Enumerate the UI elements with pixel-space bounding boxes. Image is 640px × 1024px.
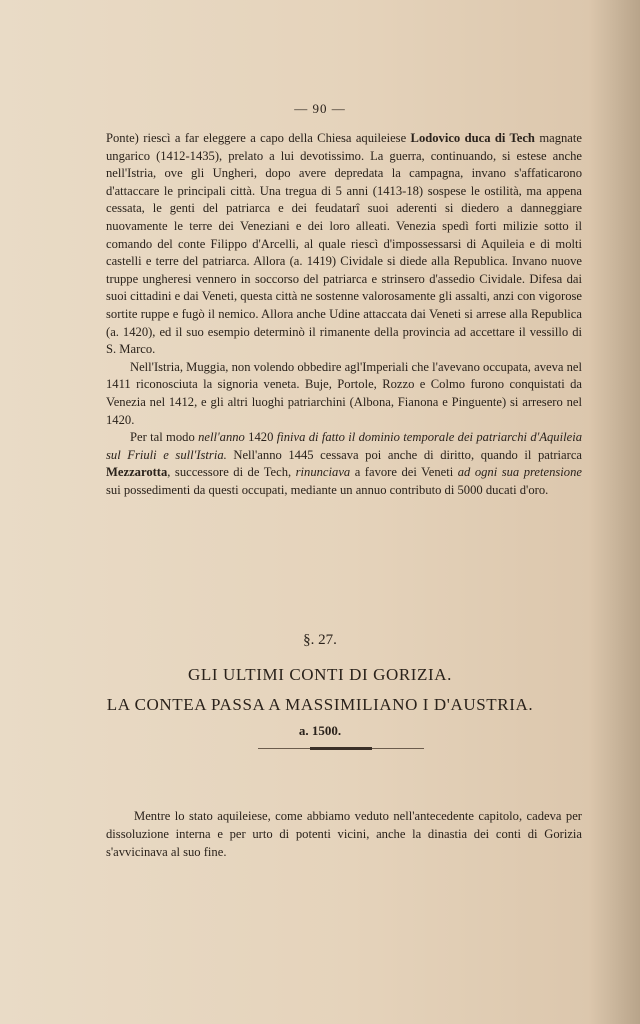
body-text [106,130,582,499]
text-run: a favore dei Veneti [350,465,458,480]
section-title-line-2: LA CONTEA PASSA A MASSIMILIANO I D'AUSTRIA. [106,695,534,714]
divider-ornament [310,747,372,750]
section-intro [106,807,582,861]
text-run: Per tal modo [130,430,199,445]
section-number: §. 27. [303,632,337,648]
text-run: , successore di de Tech, [167,465,296,480]
italic-phrase: finiva di fatto il dominio temporale dei patriarchi d'Aquileia sul Friuli e sull'Istria. [106,430,582,462]
page-number: — 90 — [294,101,346,116]
section-title-line-1: GLI ULTIMI CONTI DI GORIZIA. [187,665,453,684]
text-run: 1420 [244,430,277,445]
text-run: Ponte) riescì a far eleggere a capo della Chiesa aquileiese [106,131,411,145]
text-run: Nell'Istria, Muggia, non volendo obbedire agl'Imperiali che l'avevano occupata, aveva nel 1411 riconosciuta la signoria veneta. Buje, Portole, Rozzo e Colmo furono conquistati da Venezia nel 1412, e gli altri luoghi patriarchini (Albona, Fianona e Pinguente) si arresero nel 1420. [106,359,582,427]
bold-name: Lodovico duca di Tech [410,131,535,145]
paragraph-2 [106,359,582,429]
paragraph-3 [106,429,582,499]
section-year: a. 1500. [298,723,342,738]
italic-phrase: nell'anno [198,430,245,445]
text-run: sui possedimenti da questi occupati, mediante un annuo contributo di 5000 ducati d'oro. [106,482,549,497]
intro-paragraph: Mentre lo stato aquileiese, come abbiamo veduto nell'antecedente capitolo, cadeva per dissoluzione interna e per urto di potenti vicini, anche la dinastia dei conti di Gorizia s'avvicinava al suo fine. [106,809,582,859]
italic-phrase: ad ogni sua pretensione [457,465,582,480]
text-run: magnate ungarico (1412-1435), prelato a lui devotissimo. La guerra, continuando, si estese anche nell'Istria, ove gli Ungheri, dopo avere depredata la campagna, invano s'affaticarono d'attaccare le principali città. Una tregua di 5 anni (1413-18) sospese le ostilità, ma appena cessata, le genti del patriarca e dei feudatarî suoi aderenti si diedero a danneggiare nuovamente le terre dei Veneziani e dei loro alleati. Venezia spedì forti milizie sotto il comando del conte Filippo d'Arcelli, al quale riescì d'impossessarsi di Aquileia e di molti castelli e terre del patriarca. Allora (a. 1419) Cividale si diede alla Republica. Invano nuove truppe ungheresi vennero in soccorso del patriarca e strinsero d'assedio Cividale. Difesa dai suoi cittadini e dai Veneti, questa città ne sostenne valorosamente gli assalti, anzi con vigorose sortite ruppe e fugò il nemico. Allora anche Udine attaccata dai Veneti si arrese alla Republica (a. 1420), ed il suo esempio determinò il rimanente della provincia ad accettare il vessillo di S. Marco. [106,131,582,357]
text-run: Nell'anno 1445 cessava poi anche di diritto, quando il patriarca [226,447,582,462]
paragraph-1 [106,130,582,359]
bold-name: Mezzarotta [106,465,168,480]
italic-phrase: rinunciava [295,465,351,480]
